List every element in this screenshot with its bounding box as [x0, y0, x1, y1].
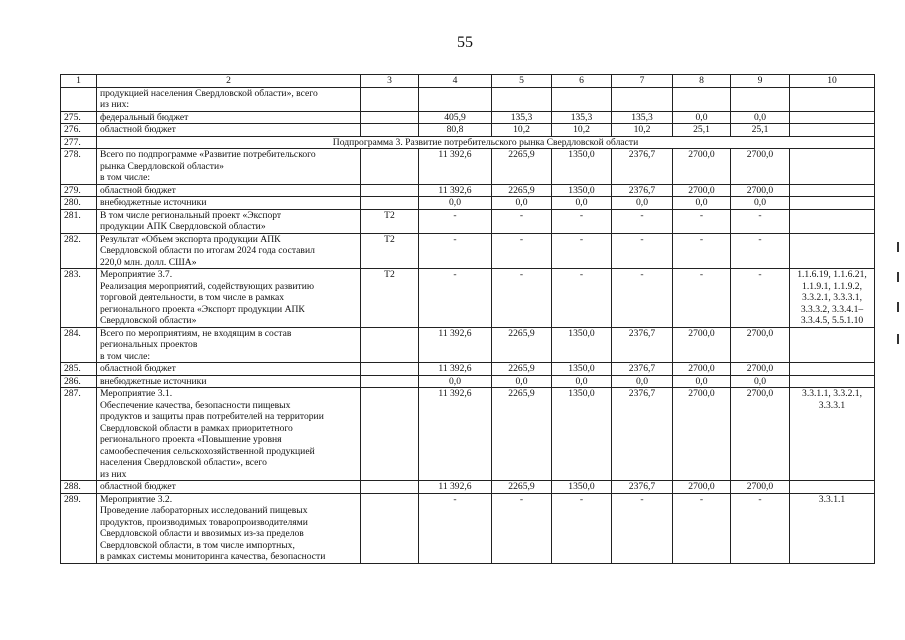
value-cell: 11 392,6 — [419, 363, 492, 376]
value-cell: 1350,0 — [552, 363, 612, 376]
row-code: Т2 — [361, 233, 419, 269]
value-cell: 0,0 — [731, 197, 790, 210]
row-code: Т2 — [361, 269, 419, 328]
value-cell: 2700,0 — [731, 327, 790, 363]
value-cell: 11 392,6 — [419, 481, 492, 494]
value-cell: 11 392,6 — [419, 388, 492, 481]
value-cell: - — [731, 269, 790, 328]
header-cell: 7 — [612, 75, 673, 88]
value-cell: 1350,0 — [552, 327, 612, 363]
page-number: 55 — [457, 34, 473, 51]
row-number: 286. — [61, 375, 97, 388]
row-code: Т2 — [361, 209, 419, 233]
row-name: Мероприятие 3.1. Обеспечение качества, безопасности пищевых продуктов и защиты прав потребителей на территории Свердловской области в рамках приоритетного регионального проекта «Повышение уровня самообеспечения сельскохозяйственной продукцией населения Свердловской области», всего из них — [97, 388, 361, 481]
value-cell: 0,0 — [731, 111, 790, 124]
row-code — [361, 481, 419, 494]
value-cell: 135,3 — [552, 111, 612, 124]
value-cell: 2700,0 — [673, 363, 731, 376]
row-number: 278. — [61, 149, 97, 185]
row-number: 279. — [61, 184, 97, 197]
value-cell: 2700,0 — [673, 149, 731, 185]
row-name: областной бюджет — [97, 363, 361, 376]
value-cell: 0,0 — [419, 197, 492, 210]
row-number: 289. — [61, 493, 97, 563]
value-cell: 1350,0 — [552, 481, 612, 494]
row-code — [361, 388, 419, 481]
value-cell: 2376,7 — [612, 149, 673, 185]
table-row — [61, 149, 875, 185]
table-row — [61, 197, 875, 210]
row-number: 281. — [61, 209, 97, 233]
row-number: 285. — [61, 363, 97, 376]
target-indicators: 3.3.1.1, 3.3.2.1, 3.3.3.1 — [790, 388, 875, 481]
table-row — [61, 388, 875, 481]
value-cell — [552, 87, 612, 111]
value-cell: - — [552, 209, 612, 233]
value-cell: 2265,9 — [492, 388, 552, 481]
target-indicators — [790, 209, 875, 233]
value-cell — [612, 87, 673, 111]
value-cell: 2376,7 — [612, 327, 673, 363]
table-row — [61, 481, 875, 494]
row-name: областной бюджет — [97, 124, 361, 137]
value-cell: 2265,9 — [492, 327, 552, 363]
value-cell: 2265,9 — [492, 149, 552, 185]
row-name: областной бюджет — [97, 184, 361, 197]
scan-mark — [897, 272, 899, 282]
value-cell: - — [731, 493, 790, 563]
value-cell: 2376,7 — [612, 481, 673, 494]
table-row — [61, 136, 875, 149]
value-cell: 1350,0 — [552, 388, 612, 481]
row-code — [361, 111, 419, 124]
value-cell: 80,8 — [419, 124, 492, 137]
value-cell: 10,2 — [612, 124, 673, 137]
value-cell: - — [419, 209, 492, 233]
value-cell: 25,1 — [731, 124, 790, 137]
row-name: внебюджетные источники — [97, 197, 361, 210]
table-row — [61, 87, 875, 111]
header-cell: 10 — [790, 75, 875, 88]
table-row — [61, 111, 875, 124]
row-code — [361, 124, 419, 137]
row-name: В том числе региональный проект «Экспорт продукции АПК Свердловской области» — [97, 209, 361, 233]
value-cell: 0,0 — [673, 111, 731, 124]
row-number: 280. — [61, 197, 97, 210]
row-number: 288. — [61, 481, 97, 494]
value-cell: 2700,0 — [731, 363, 790, 376]
target-indicators: 1.1.6.19, 1.1.6.21, 1.1.9.1, 1.1.9.2, 3.3.2.1, 3.3.3.1, 3.3.3.2, 3.3.4.1– 3.3.4.5, 5.5.1.10 — [790, 269, 875, 328]
row-code — [361, 375, 419, 388]
row-number: 283. — [61, 269, 97, 328]
header-cell: 3 — [361, 75, 419, 88]
value-cell — [492, 87, 552, 111]
budget-table — [60, 74, 875, 564]
value-cell: - — [552, 493, 612, 563]
table-row — [61, 124, 875, 137]
value-cell — [419, 87, 492, 111]
value-cell: 0,0 — [673, 375, 731, 388]
row-code — [361, 197, 419, 210]
value-cell: 0,0 — [612, 197, 673, 210]
value-cell: 2265,9 — [492, 184, 552, 197]
value-cell: 0,0 — [552, 197, 612, 210]
value-cell: - — [673, 269, 731, 328]
row-number: 276. — [61, 124, 97, 137]
row-name: Мероприятие 3.2. Проведение лабораторных исследований пищевых продуктов, производимых товаропроизводителями Свердловской области и ввозимых из-за пределов Свердловской области, в том числе импортных, в рамках системы мониторинга качества, безопасности — [97, 493, 361, 563]
target-indicators: 3.3.1.1 — [790, 493, 875, 563]
value-cell: - — [552, 233, 612, 269]
value-cell: 0,0 — [492, 375, 552, 388]
target-indicators — [790, 149, 875, 185]
value-cell: 135,3 — [612, 111, 673, 124]
row-name: продукцией населения Свердловской области», всего из них: — [97, 87, 361, 111]
target-indicators — [790, 197, 875, 210]
value-cell: - — [419, 269, 492, 328]
value-cell: 0,0 — [673, 197, 731, 210]
target-indicators — [790, 363, 875, 376]
value-cell: - — [552, 269, 612, 328]
value-cell: 2700,0 — [673, 184, 731, 197]
row-name: областной бюджет — [97, 481, 361, 494]
row-number: 284. — [61, 327, 97, 363]
table-row — [61, 375, 875, 388]
value-cell: - — [419, 233, 492, 269]
value-cell: 2700,0 — [731, 184, 790, 197]
target-indicators — [790, 233, 875, 269]
header-cell: 1 — [61, 75, 97, 88]
row-number: 287. — [61, 388, 97, 481]
row-code — [361, 493, 419, 563]
row-name: Результат «Объем экспорта продукции АПК Свердловской области по итогам 2024 года составил 220,0 млн. долл. США» — [97, 233, 361, 269]
row-name: федеральный бюджет — [97, 111, 361, 124]
value-cell: 0,0 — [731, 375, 790, 388]
value-cell: - — [673, 233, 731, 269]
value-cell: - — [612, 209, 673, 233]
target-indicators — [790, 375, 875, 388]
subprogram-title: Подпрограмма 3. Развитие потребительского рынка Свердловской области — [97, 136, 875, 149]
value-cell: 10,2 — [492, 124, 552, 137]
value-cell: 2376,7 — [612, 184, 673, 197]
value-cell: - — [492, 269, 552, 328]
value-cell: - — [492, 493, 552, 563]
table-row — [61, 184, 875, 197]
header-cell: 5 — [492, 75, 552, 88]
table-row — [61, 363, 875, 376]
header-cell: 9 — [731, 75, 790, 88]
value-cell: - — [612, 493, 673, 563]
table-row — [61, 493, 875, 563]
value-cell: - — [612, 269, 673, 328]
row-code — [361, 184, 419, 197]
value-cell: 2700,0 — [673, 481, 731, 494]
table-row — [61, 209, 875, 233]
header-row — [61, 75, 875, 88]
value-cell: 405,9 — [419, 111, 492, 124]
header-cell: 8 — [673, 75, 731, 88]
value-cell: 2265,9 — [492, 481, 552, 494]
value-cell: 0,0 — [612, 375, 673, 388]
target-indicators — [790, 327, 875, 363]
value-cell: 2376,7 — [612, 388, 673, 481]
scan-mark — [897, 334, 899, 344]
scan-mark — [897, 242, 899, 252]
value-cell: 135,3 — [492, 111, 552, 124]
row-code — [361, 327, 419, 363]
table-row — [61, 327, 875, 363]
value-cell: 0,0 — [492, 197, 552, 210]
row-code — [361, 87, 419, 111]
row-number: 282. — [61, 233, 97, 269]
header-cell: 6 — [552, 75, 612, 88]
value-cell: 1350,0 — [552, 184, 612, 197]
value-cell: - — [492, 233, 552, 269]
value-cell: 0,0 — [552, 375, 612, 388]
row-number: 277. — [61, 136, 97, 149]
table-row — [61, 269, 875, 328]
value-cell: - — [673, 493, 731, 563]
value-cell: - — [673, 209, 731, 233]
scan-mark — [897, 302, 899, 312]
value-cell: 2700,0 — [673, 388, 731, 481]
value-cell: 2265,9 — [492, 363, 552, 376]
target-indicators — [790, 481, 875, 494]
header-cell: 2 — [97, 75, 361, 88]
row-name: внебюджетные источники — [97, 375, 361, 388]
value-cell: 25,1 — [673, 124, 731, 137]
value-cell: 11 392,6 — [419, 327, 492, 363]
value-cell: - — [492, 209, 552, 233]
value-cell: - — [731, 209, 790, 233]
row-name: Всего по подпрограмме «Развитие потребительского рынка Свердловской области» в том числе: — [97, 149, 361, 185]
row-name: Всего по мероприятиям, не входящим в состав региональных проектов в том числе: — [97, 327, 361, 363]
value-cell: 1350,0 — [552, 149, 612, 185]
value-cell: - — [612, 233, 673, 269]
row-code — [361, 149, 419, 185]
target-indicators — [790, 184, 875, 197]
value-cell: 10,2 — [552, 124, 612, 137]
header-cell: 4 — [419, 75, 492, 88]
value-cell: - — [419, 493, 492, 563]
row-code — [361, 363, 419, 376]
value-cell: 11 392,6 — [419, 149, 492, 185]
value-cell: 2700,0 — [673, 327, 731, 363]
value-cell: 0,0 — [419, 375, 492, 388]
value-cell: - — [731, 233, 790, 269]
value-cell — [731, 87, 790, 111]
value-cell: 2700,0 — [731, 149, 790, 185]
value-cell: 2700,0 — [731, 481, 790, 494]
row-name: Мероприятие 3.7. Реализация мероприятий, содействующих развитию торговой деятельности, в том числе в рамках регионального проекта «Экспорт продукции АПК Свердловской области» — [97, 269, 361, 328]
target-indicators — [790, 111, 875, 124]
table-row — [61, 233, 875, 269]
target-indicators — [790, 87, 875, 111]
value-cell: 2376,7 — [612, 363, 673, 376]
value-cell — [673, 87, 731, 111]
target-indicators — [790, 124, 875, 137]
row-number: 275. — [61, 111, 97, 124]
row-number — [61, 87, 97, 111]
value-cell: 11 392,6 — [419, 184, 492, 197]
value-cell: 2700,0 — [731, 388, 790, 481]
